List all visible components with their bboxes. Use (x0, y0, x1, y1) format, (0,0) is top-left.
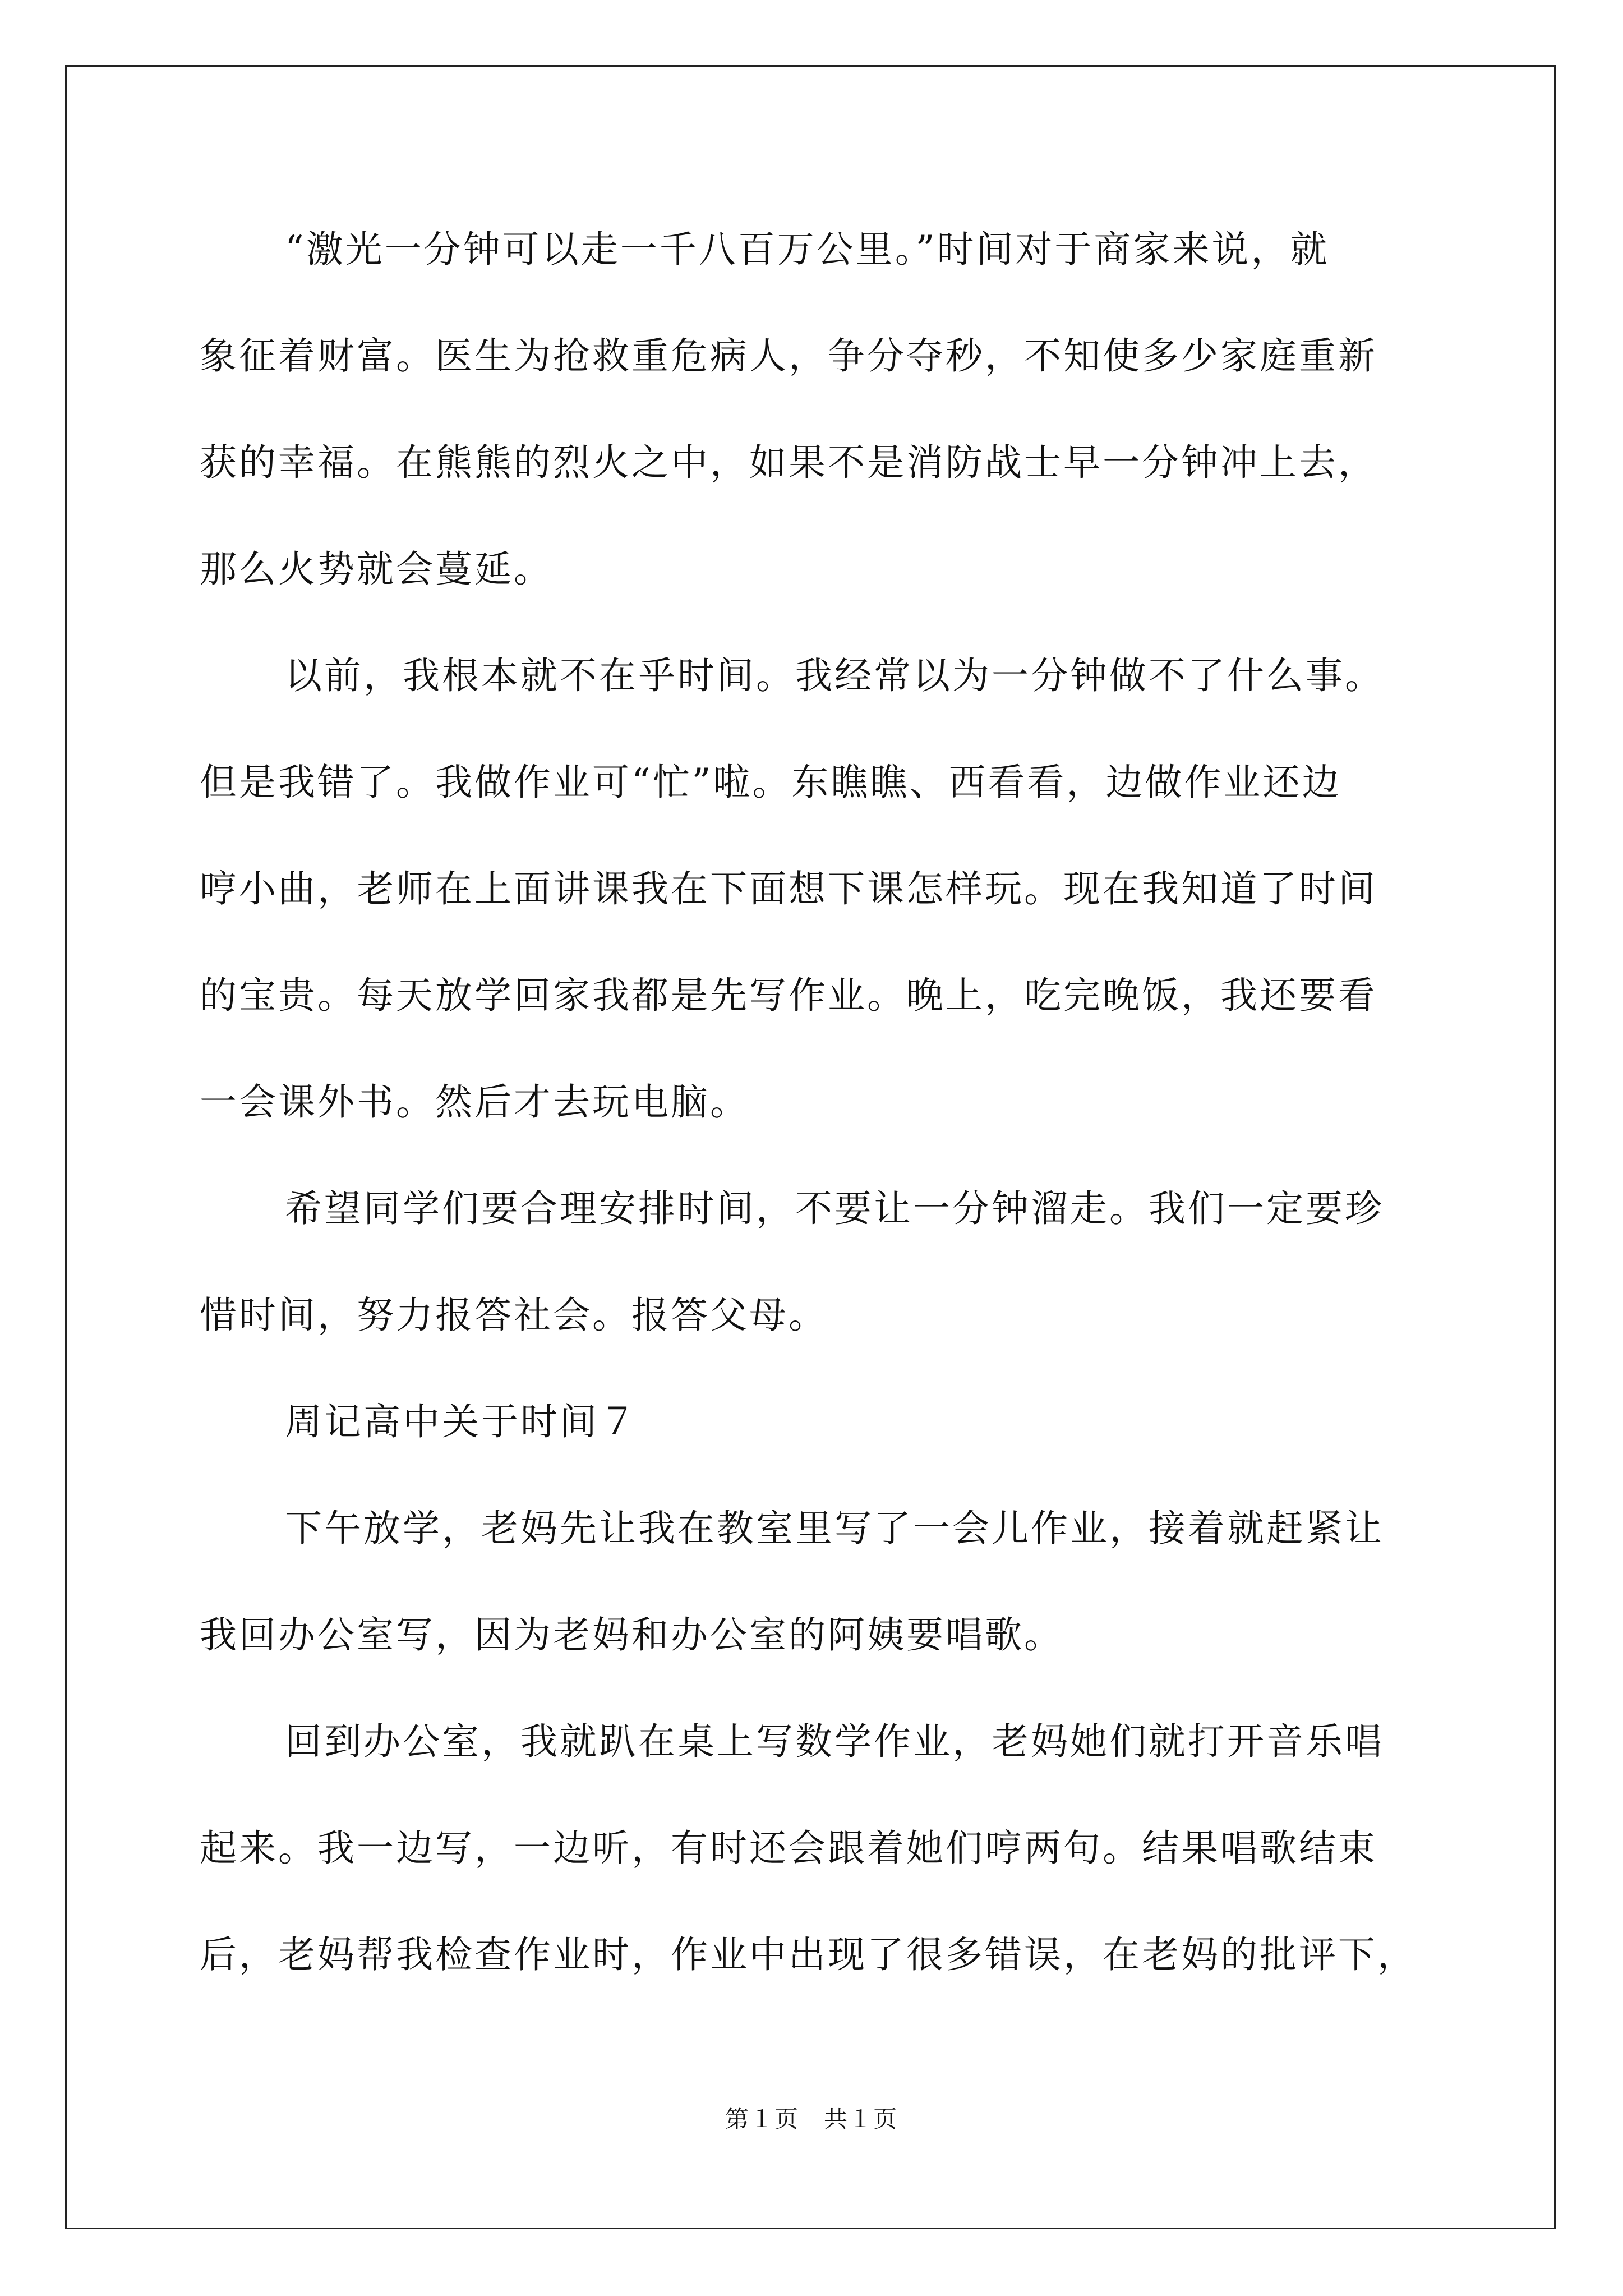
text-line: 的宝贵。每天放学回家我都是先写作业。晚上，吃完晚饭，我还要看 (200, 974, 1377, 1017)
text-line: 我回办公室写，因为老妈和办公室的阿姨要唱歌。 (200, 1613, 1063, 1657)
section-heading: 周记高中关于时间７ (285, 1400, 638, 1443)
text-line: 希望同学们要合理安排时间，不要让一分钟溜走。我们一定要珍 (285, 1187, 1384, 1230)
text-line: 那么火势就会蔓延。 (200, 547, 553, 591)
text-line: 一会课外书。然后才去玩电脑。 (200, 1080, 749, 1124)
page-border (65, 65, 1556, 2229)
text-line: 起来。我一边写，一边听，有时还会跟着她们哼两句。结果唱歌结束 (200, 1826, 1377, 1870)
text-line: 但是我错了。我做作业可“忙”啦。东瞧瞧、西看看，边做作业还边 (200, 761, 1341, 804)
text-line: 惜时间，努力报答社会。报答父母。 (200, 1294, 828, 1337)
text-line: 哼小曲，老师在上面讲课我在下面想下课怎样玩。现在我知道了时间 (200, 867, 1377, 910)
text-line: 回到办公室，我就趴在桌上写数学作业，老妈她们就打开音乐唱 (285, 1720, 1384, 1763)
text-line: 象征着财富。医生为抢救重危病人，争分夺秒，不知使多少家庭重新 (200, 334, 1377, 378)
text-line: “激光一分钟可以走一千八百万公里。”时间对于商家来说，就 (285, 228, 1330, 271)
text-line: 后，老妈帮我检查作业时，作业中出现了很多错误，在老妈的批评下， (200, 1933, 1417, 1976)
text-line: 下午放学，老妈先让我在教室里写了一会儿作业，接着就赶紧让 (285, 1507, 1384, 1550)
text-line: 获的幸福。在熊熊的烈火之中，如果不是消防战士早一分钟冲上去， (200, 441, 1377, 484)
page-number-footer: 第１页 共１页 (725, 2105, 898, 2133)
text-line: 以前，我根本就不在乎时间。我经常以为一分钟做不了什么事。 (285, 654, 1384, 697)
